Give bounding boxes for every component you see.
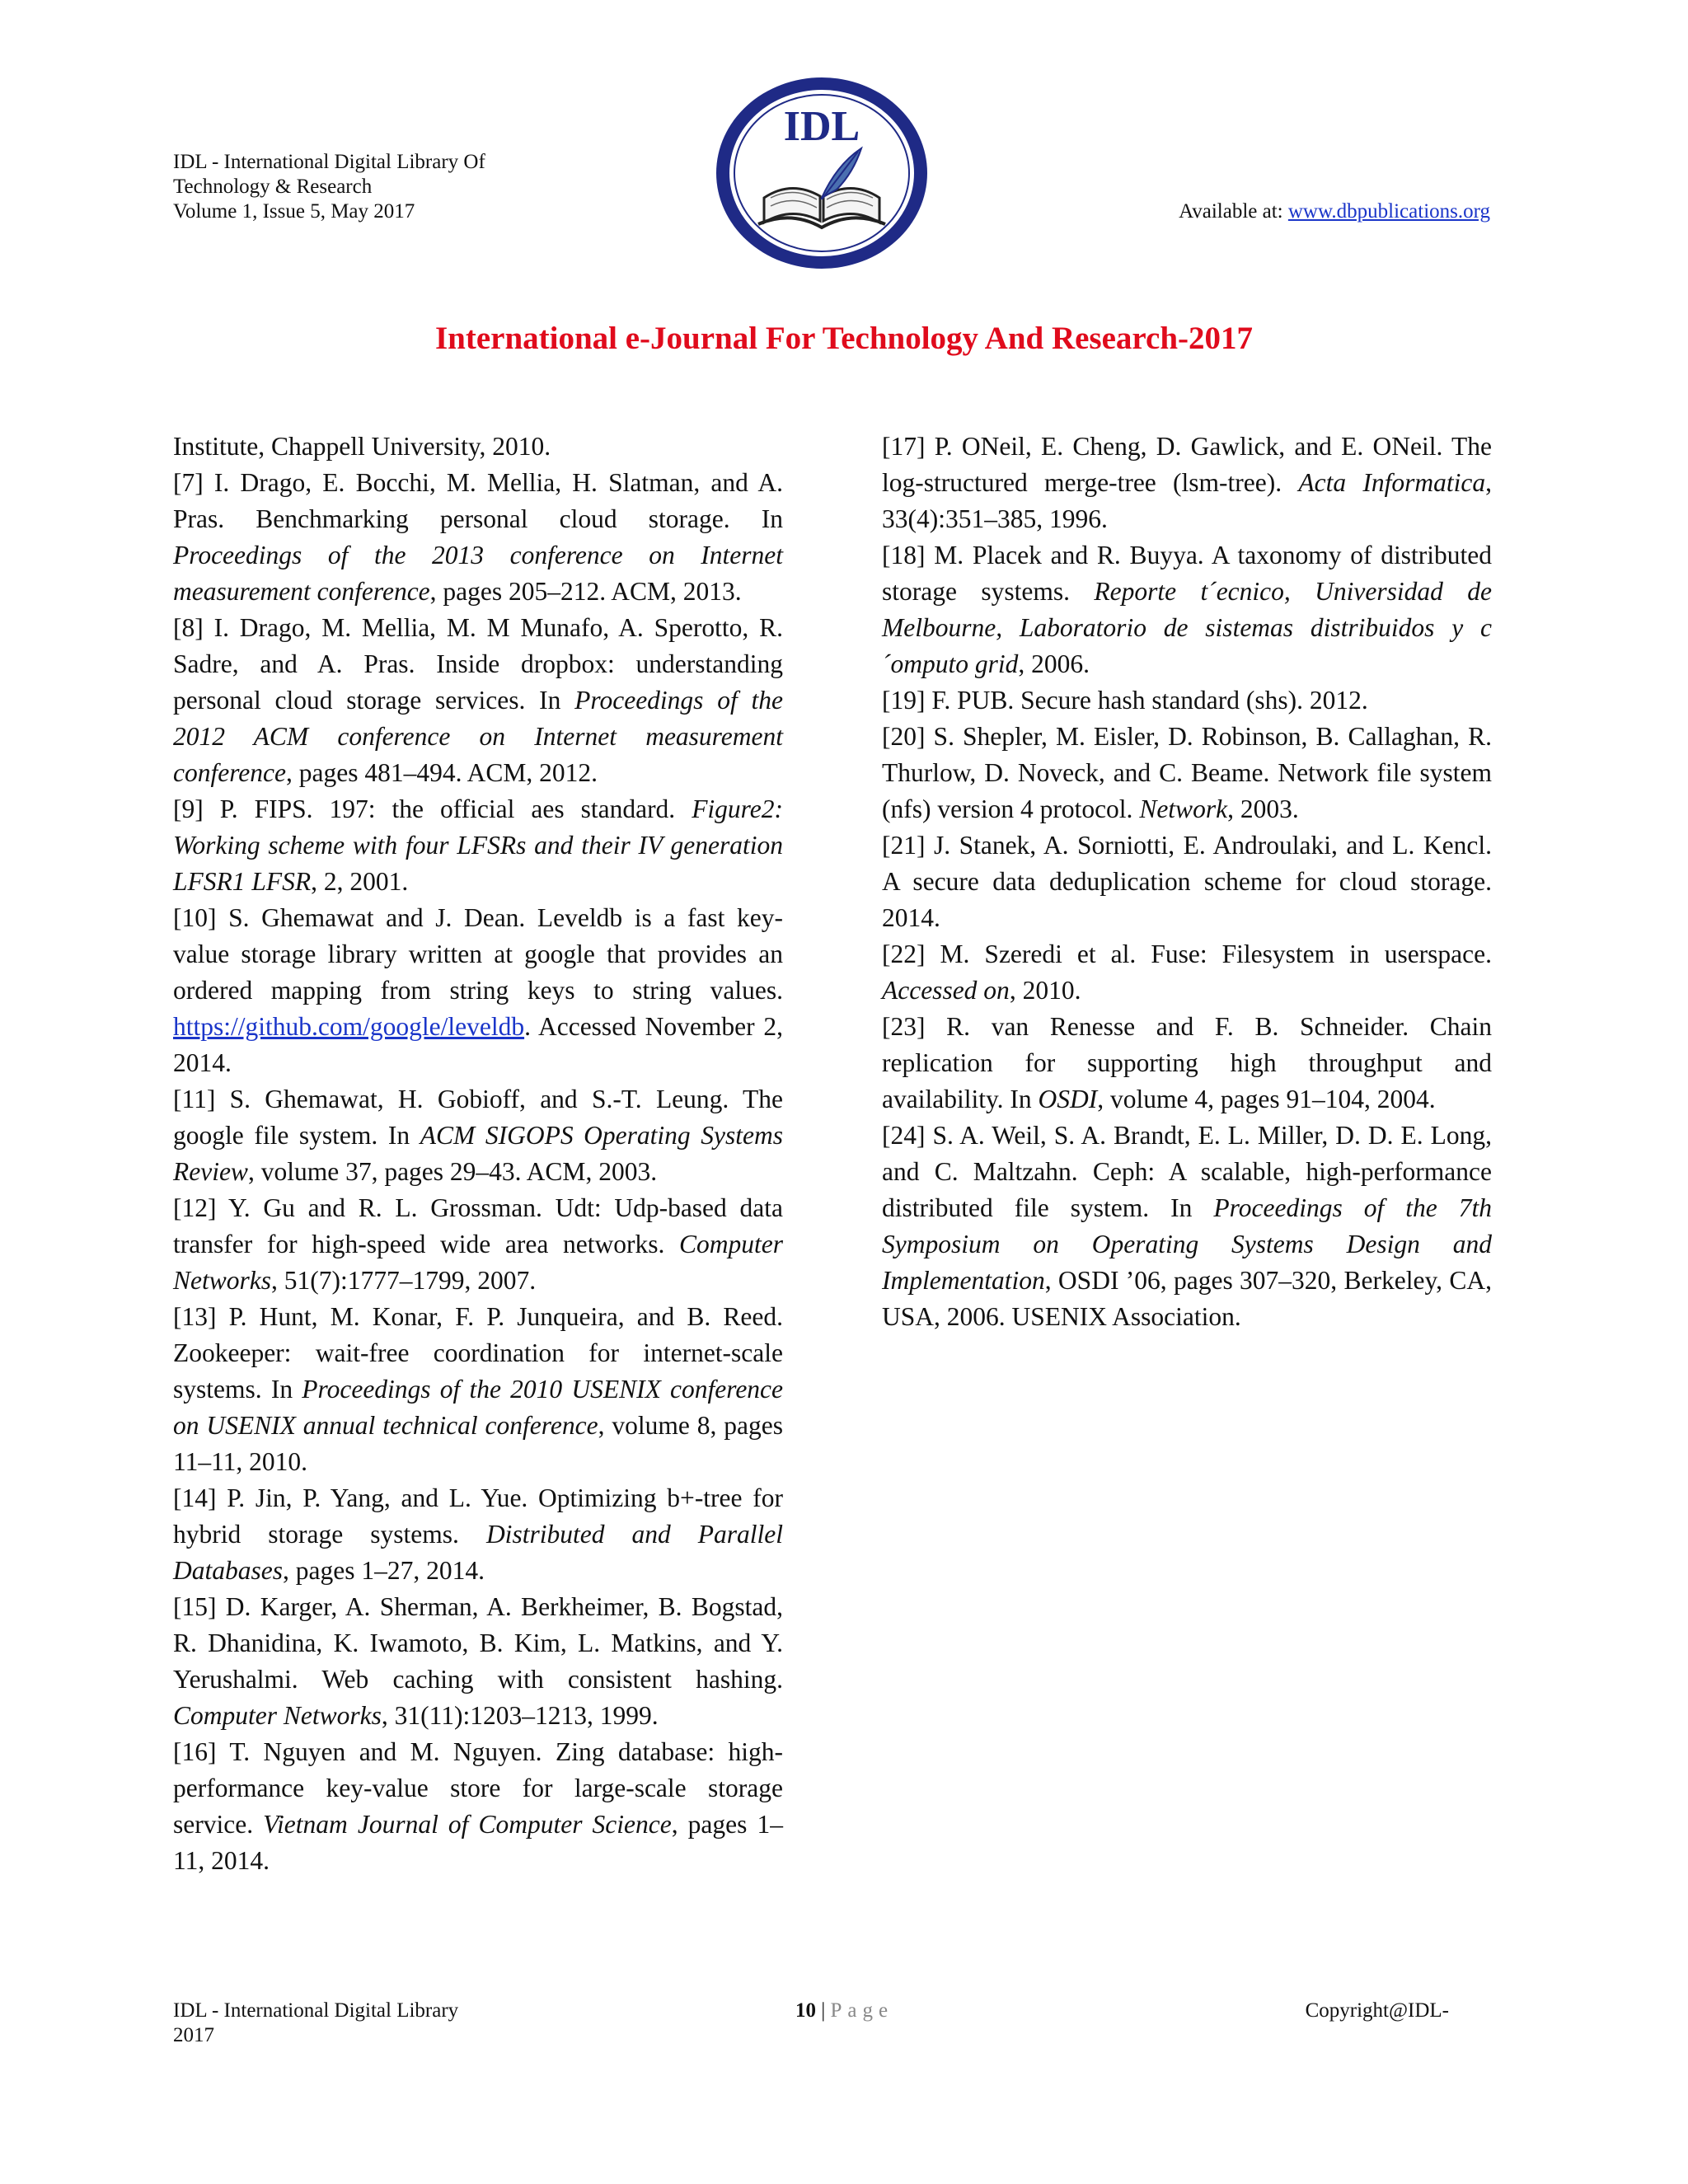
reference-details: . Accessed November 2, 2014.	[173, 1012, 783, 1077]
reference-venue: OSDI	[1038, 1085, 1098, 1113]
reference-venue: Figure2: Working scheme with four LFSRs and their IV generation LFSR1 LFSR	[173, 794, 783, 896]
reference-entry	[173, 1299, 783, 1480]
header-volume-issue: Volume 1, Issue 5, May 2017	[173, 200, 415, 223]
reference-entry	[173, 610, 783, 791]
reference-venue: Distributed and Parallel Databases	[173, 1520, 783, 1585]
reference-details: , OSDI ’06, pages 307–320, Berkeley, CA, USA, 2006. USENIX Association.	[882, 1266, 1492, 1331]
reference-venue: Network	[1139, 794, 1228, 823]
reference-entry	[173, 791, 783, 900]
reference-details: , pages 481–494. ACM, 2012.	[286, 758, 598, 787]
reference-details: , volume 8, pages 11–11, 2010.	[173, 1411, 783, 1476]
reference-details: , 2, 2001.	[311, 867, 409, 896]
footer-library	[173, 1999, 458, 2048]
reference-entry	[882, 429, 1492, 537]
reference-details: , 2006.	[1018, 649, 1090, 678]
reference-venue: Reporte t´ecnico, Universidad de Melbourne, Laboratorio de sistemas distribuidos y c´omputo grid	[882, 577, 1492, 678]
reference-entry	[882, 719, 1492, 827]
logo-text: IDL	[783, 103, 860, 150]
reference-entry	[882, 1009, 1492, 1118]
reference-venue: Acta Informatica	[1298, 468, 1486, 497]
header-line-1: IDL - International Digital Library Of	[173, 151, 485, 173]
header-availability	[1179, 199, 1490, 224]
header-line-2: Technology & Research	[173, 176, 373, 198]
reference-venue: Proceedings of the 2012 ACM conference on Internet measurement conference	[173, 686, 783, 787]
reference-venue: ACM SIGOPS Operating Systems Review	[173, 1121, 783, 1186]
page-word: Page	[830, 1999, 894, 2022]
reference-entry	[173, 900, 783, 1081]
reference-details: , 51(7):1777–1799, 2007.	[271, 1266, 537, 1295]
reference-entry	[173, 1480, 783, 1589]
reference-details: , pages 1–27, 2014.	[283, 1556, 485, 1585]
reference-text: [16] T. Nguyen and M. Nguyen. Zing database: high-performance key-value store for large-scale storage service.	[173, 1737, 783, 1839]
reference-entry	[173, 1081, 783, 1190]
reference-text: [14] P. Jin, P. Yang, and L. Yue. Optimizing b+-tree for hybrid storage systems.	[173, 1483, 783, 1549]
right-column	[882, 429, 1492, 1335]
idl-logo	[713, 74, 931, 272]
reference-text: [10] S. Ghemawat and J. Dean. Leveldb is a fast key-value storage library written at google that provides an ordered mapping from string keys to string values.	[173, 903, 783, 1005]
reference-text: [12] Y. Gu and R. L. Grossman. Udt: Udp-based data transfer for high-speed wide area networks.	[173, 1193, 783, 1258]
reference-entry	[173, 1734, 783, 1879]
left-column	[173, 429, 783, 1879]
reference-link[interactable]: https://github.com/google/leveldb	[173, 1012, 525, 1041]
reference-text: [24] S. A. Weil, S. A. Brandt, E. L. Miller, D. D. E. Long, and C. Maltzahn. Ceph: A scalable, high-performance distributed file system. In	[882, 1121, 1492, 1222]
reference-text: [15] D. Karger, A. Sherman, A. Berkheimer, B. Bogstad, R. Dhanidina, K. Iwamoto, B. Kim, L. Matkins, and Y. Yerushalmi. Web caching with consistent hashing.	[173, 1592, 783, 1694]
website-link[interactable]: www.dbpublications.org	[1287, 200, 1490, 223]
reference-text: [9] P. FIPS. 197: the official aes standard.	[173, 794, 692, 823]
reference-details: , 31(11):1203–1213, 1999.	[381, 1701, 659, 1730]
reference-entry: [19] F. PUB. Secure hash standard (shs). 2012.	[882, 686, 1368, 715]
footer-year: 2017	[173, 2024, 214, 2046]
footer-copyright: Copyright@IDL-	[1305, 1999, 1449, 2022]
reference-text: [23] R. van Renesse and F. B. Schneider. Chain replication for supporting high throughput and availability. In	[882, 1012, 1492, 1113]
reference-entry	[173, 465, 783, 610]
reference-venue: Accessed on	[882, 976, 1010, 1005]
reference-entry: Institute, Chappell University, 2010.	[173, 432, 551, 461]
reference-entry	[173, 1589, 783, 1734]
reference-entry	[882, 1118, 1492, 1335]
reference-details: , volume 37, pages 29–43. ACM, 2003.	[247, 1157, 658, 1186]
reference-venue: Computer Networks	[173, 1230, 783, 1295]
footer-page-number	[795, 1999, 893, 2023]
reference-details: , pages 205–212. ACM, 2013.	[429, 577, 742, 606]
footer-library-name: IDL - International Digital Library	[173, 1999, 459, 2022]
reference-text: [7] I. Drago, E. Bocchi, M. Mellia, H. Slatman, and A. Pras. Benchmarking personal cloud storage. In	[173, 468, 783, 533]
page-number: 10	[795, 1999, 816, 2022]
header-publication-info	[173, 150, 485, 224]
reference-details: , pages 1–11, 2014.	[173, 1810, 783, 1875]
reference-details: , 2010.	[1009, 976, 1081, 1005]
reference-text: [11] S. Ghemawat, H. Gobioff, and S.-T. Leung. The google file system. In	[173, 1085, 783, 1150]
reference-text: [8] I. Drago, M. Mellia, M. M Munafo, A. Sperotto, R. Sadre, and A. Pras. Inside dropbox: understanding personal cloud storage services. In	[173, 613, 783, 715]
reference-text: [17] P. ONeil, E. Cheng, D. Gawlick, and E. ONeil. The log-structured merge-tree (lsm-tree).	[882, 432, 1492, 497]
reference-entry: [21] J. Stanek, A. Sorniotti, E. Androulaki, and L. Kencl. A secure data deduplication scheme for cloud storage. 2014.	[882, 831, 1492, 932]
reference-entry	[882, 936, 1492, 1009]
reference-venue: Vietnam Journal of Computer Science	[263, 1810, 672, 1839]
reference-details: , 33(4):351–385, 1996.	[882, 468, 1492, 533]
reference-venue: Proceedings of the 2010 USENIX conference on USENIX annual technical conference	[173, 1375, 784, 1440]
reference-text: [20] S. Shepler, M. Eisler, D. Robinson, B. Callaghan, R. Thurlow, D. Noveck, and C. Beame. Network file system (nfs) version 4 protocol.	[882, 722, 1492, 823]
reference-text: [13] P. Hunt, M. Konar, F. P. Junqueira, and B. Reed. Zookeeper: wait-free coordination for internet-scale systems. In	[173, 1302, 783, 1404]
journal-title: International e-Journal For Technology And Research-2017	[434, 321, 1254, 356]
reference-details: , volume 4, pages 91–104, 2004.	[1097, 1085, 1436, 1113]
page-separator: |	[816, 1999, 831, 2022]
reference-venue: Proceedings of the 7th Symposium on Operating Systems Design and Implementation	[882, 1193, 1493, 1295]
reference-details: , 2003.	[1227, 794, 1299, 823]
reference-entry	[173, 1190, 783, 1299]
reference-entry	[882, 537, 1492, 682]
available-label: Available at:	[1179, 200, 1288, 223]
reference-text: [22] M. Szeredi et al. Fuse: Filesystem in userspace.	[882, 940, 1492, 968]
reference-venue: Proceedings of the 2013 conference on Internet measurement conference	[173, 541, 783, 606]
reference-venue: Computer Networks	[173, 1701, 382, 1730]
reference-text: [18] M. Placek and R. Buyya. A taxonomy of distributed storage systems.	[882, 541, 1492, 606]
